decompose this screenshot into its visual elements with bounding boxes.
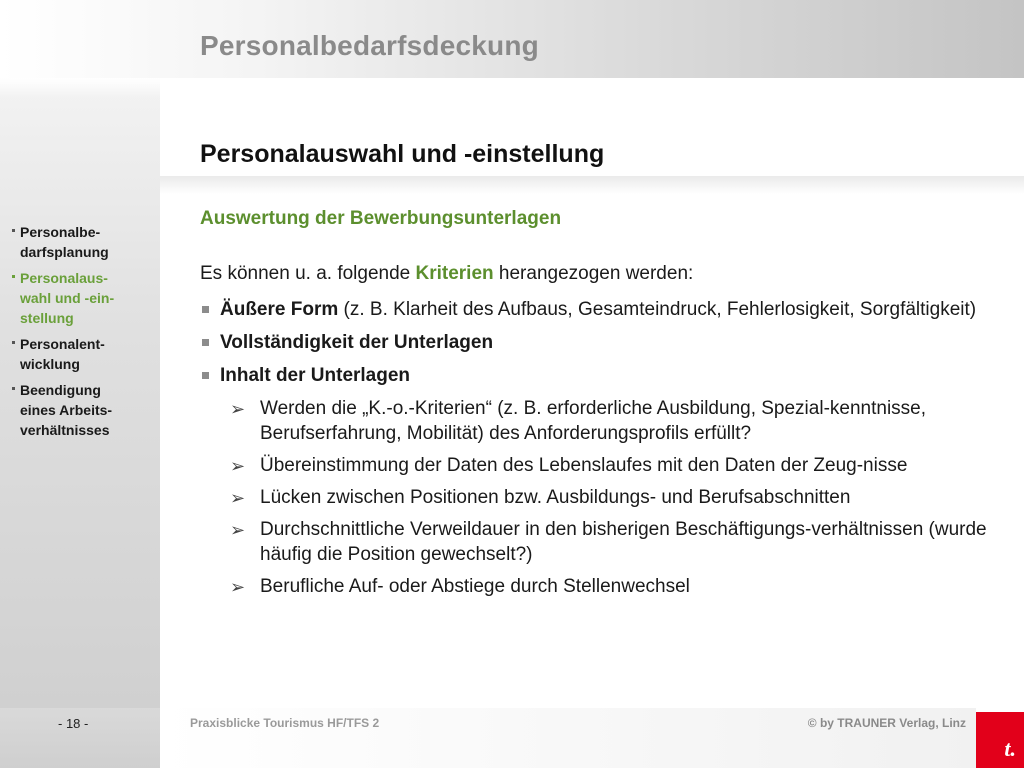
sub-bullet-text: Berufliche Auf- oder Abstiege durch Stellenwechsel [260, 576, 690, 597]
bullet-icon [12, 229, 15, 232]
arrow-bullet-icon: ➢ [230, 520, 246, 541]
section-divider [160, 176, 1024, 194]
bullet-icon [12, 341, 15, 344]
sidebar-nav [12, 222, 152, 446]
sub-bullet-item [200, 485, 1000, 510]
sub-bullet-item [200, 453, 1000, 478]
arrow-bullet-icon: ➢ [230, 488, 246, 509]
sub-bullet-item [200, 517, 1000, 567]
footer-copyright: © by TRAUNER Verlag, Linz [807, 716, 966, 730]
sidebar-item-beendigung[interactable] [12, 380, 152, 440]
square-bullet-icon [202, 339, 209, 346]
page-number: - 18 - [58, 716, 89, 731]
intro-after: herangezogen werden: [493, 263, 694, 284]
sidebar-item-label: Beendigung eines Arbeits- verhältnisses [20, 382, 113, 438]
sub-bullet-text: Durchschnittliche Verweildauer in den bisherigen Beschäftigungs-verhältnissen (wurde häufig die Position gewechselt?) [260, 519, 987, 565]
trauner-logo [976, 712, 1024, 768]
square-bullet-icon [202, 372, 209, 379]
footer-course-title: Praxisblicke Tourismus HF/TFS 2 [190, 716, 380, 730]
bullet-bold: Äußere Form [220, 299, 339, 320]
sub-bullet-text: Werden die „K.-o.-Kriterien“ (z. B. erforderliche Ausbildung, Spezial-kenntnisse, Berufserfahrung, Mobilität) des Anforderungsprofils erfüllt? [260, 398, 927, 444]
sub-bullet-text: Übereinstimmung der Daten des Lebenslaufes mit den Daten der Zeug-nisse [260, 455, 908, 476]
sidebar-fade [0, 78, 160, 98]
bullet-bold: Inhalt der Unterlagen [220, 365, 411, 386]
arrow-bullet-icon: ➢ [230, 577, 246, 598]
slide-title: Personalbedarfsdeckung [200, 30, 539, 61]
arrow-bullet-icon: ➢ [230, 399, 246, 420]
bullet-text: (z. B. Klarheit des Aufbaus, Gesamteindruck, Fehlerlosigkeit, Sorgfältigkeit) [338, 299, 977, 320]
subsection-title: Auswertung der Bewerbungsunterlagen [200, 208, 562, 229]
bullet-icon [12, 275, 15, 278]
sidebar-item-label: Personalent- wicklung [20, 336, 105, 372]
arrow-bullet-icon: ➢ [230, 456, 246, 477]
logo-text: t. [1004, 736, 1016, 761]
bullet-list [200, 297, 1000, 606]
bullet-item [200, 363, 1000, 388]
bullet-item [200, 297, 1000, 322]
intro-text [200, 261, 1000, 286]
sidebar-item-label: Personalaus- wahl und -ein- stellung [20, 270, 115, 326]
section-title: Personalauswahl und -einstellung [200, 140, 605, 168]
sub-bullet-item [200, 396, 1000, 446]
intro-before: Es können u. a. folgende [200, 263, 416, 284]
intro-keyword: Kriterien [415, 263, 494, 284]
sub-bullet-text: Lücken zwischen Positionen bzw. Ausbildungs- und Berufsabschnitten [260, 487, 851, 508]
sub-bullet-item [200, 574, 1000, 599]
sidebar-item-label: Personalbe- darfsplanung [20, 224, 109, 260]
sidebar-item-personalentwicklung[interactable] [12, 334, 152, 374]
bullet-bold: Vollständigkeit der Unterlagen [220, 332, 494, 353]
sidebar-item-personalbedarfsplanung[interactable] [12, 222, 152, 262]
square-bullet-icon [202, 306, 209, 313]
sidebar-item-personalauswahl[interactable] [12, 268, 152, 328]
bullet-item [200, 330, 1000, 355]
bullet-icon [12, 387, 15, 390]
